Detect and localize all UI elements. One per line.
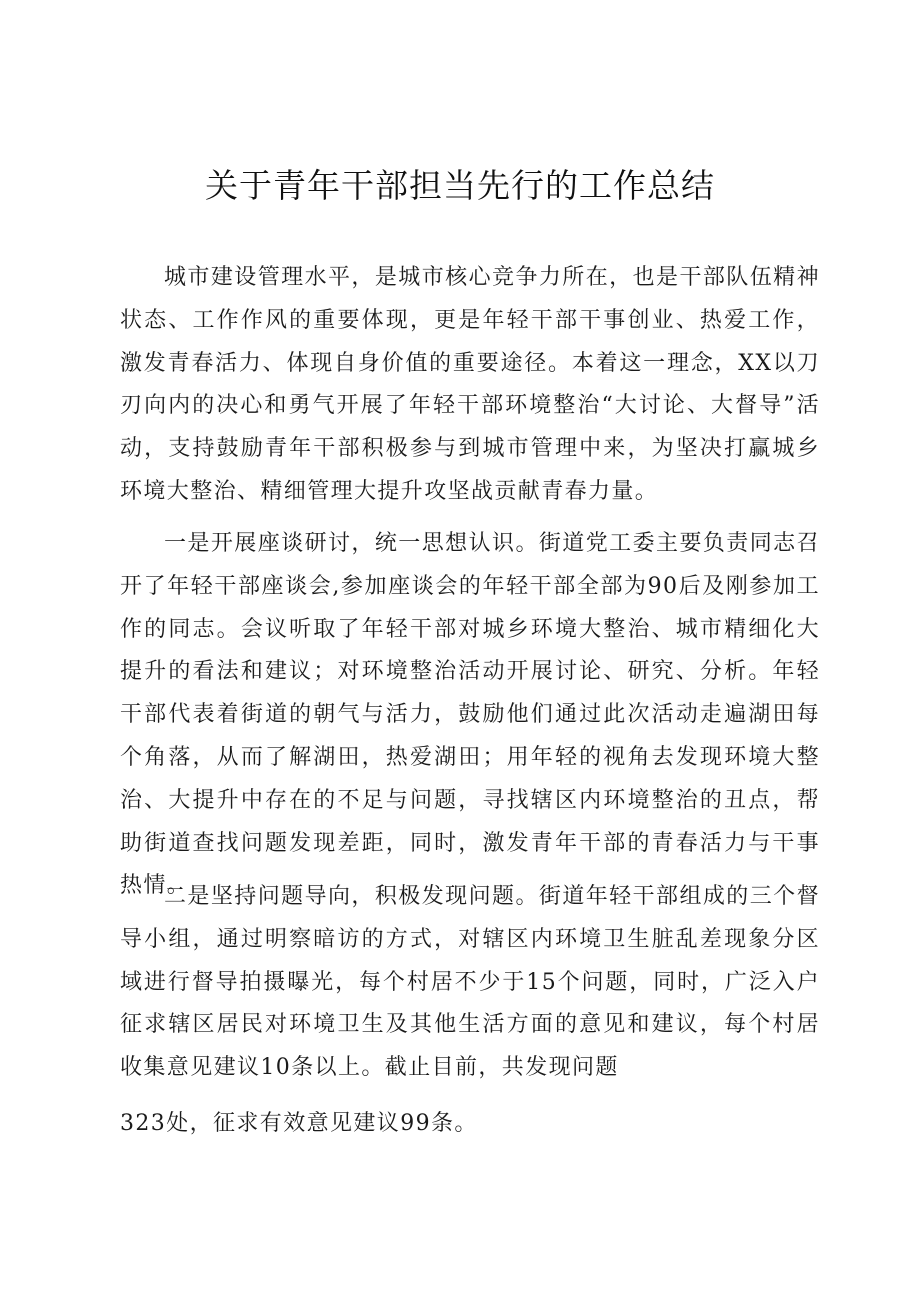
paragraph-intro: 城市建设管理水平，是城市核心竞争力所在，也是干部队伍精神状态、工作作风的重要体现，更是年轻干部干事创业、热爱工作，激发青春活力、体现自身价值的重要途径。本着这一理念，XX以刀刃向内的决心和勇气开展了年轻干部环境整治“大讨论、大督导”活动，支持鼓励青年干部积极参与到城市管理中来，为坚决打赢城乡环境大整治、精细管理大提升攻坚战贡献青春力量。 [120,265,820,504]
paragraph-tail-line: 323处，征求有效意见建议99条。 [120,1111,478,1136]
document-title: 关于青年干部担当先行的工作总结 [205,166,715,205]
paragraph-point-two: 二是坚持问题导向，积极发现问题。街道年轻干部组成的三个督导小组，通过明察暗访的方式，对辖区内环境卫生脏乱差现象分区域进行督导拍摄曝光，每个村居不少于15个问题，同时，广泛入户征求辖区居民对环境卫生及其他生活方面的意见和建议，每个村居收集意见建议10条以上。截止目前，共发现问题 [120,884,820,1081]
paragraph-point-one: 一是开展座谈研讨，统一思想认识。街道党工委主要负责同志召开了年轻干部座谈会,参加座谈会的年轻干部全部为90后及刚参加工作的同志。会议听取了年轻干部对城乡环境大整治、城市精细化大提升的看法和建议；对环境整治活动开展讨论、研究、分析。年轻干部代表着街道的朝气与活力，鼓励他们通过此次活动走遍湖田每个角落，从而了解湖田，热爱湖田；用年轻的视角去发现环境大整治、大提升中存在的不足与问题，寻找辖区内环境整治的丑点，帮助街道查找问题发现差距，同时，激发青年干部的青春活力与干事热情。 [120,531,820,899]
